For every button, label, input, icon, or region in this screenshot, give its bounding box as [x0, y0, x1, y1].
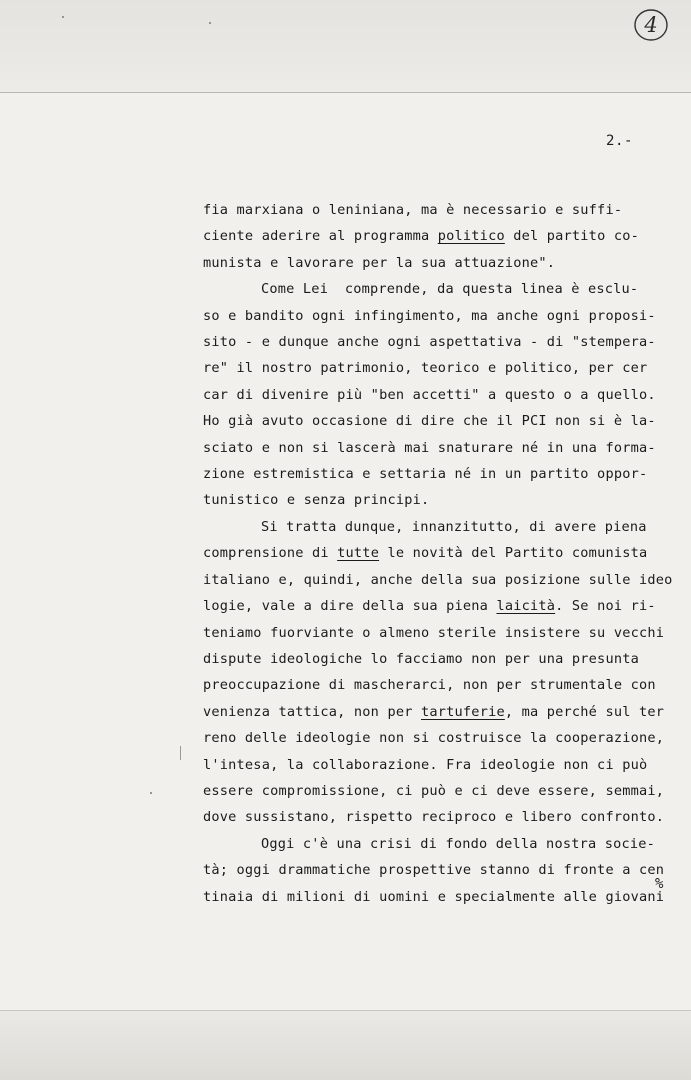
text-line — [203, 355, 673, 381]
folio-number: 4 — [644, 13, 658, 37]
text-segment: reno delle ideologie non si costruisce la cooperazione, — [203, 730, 665, 747]
text-segment: del partito co- — [504, 228, 639, 245]
underlined-word: politico — [437, 228, 505, 245]
text-segment: so e bandito ogni infingimento, ma anche ogni proposi- — [203, 307, 656, 324]
text-segment: le novità del Partito comunista — [379, 545, 648, 562]
text-segment: venienza tattica, non per — [203, 703, 421, 720]
text-segment: comprensione di — [203, 545, 338, 562]
text-segment: italiano e, quindi, anche della sua posizione sulle ideo — [203, 571, 673, 588]
text-line — [203, 303, 673, 329]
paragraph — [203, 514, 673, 831]
text-segment: preoccupazione di mascherarci, non per strumentale con — [203, 677, 656, 694]
scan-bottom-margin — [0, 1010, 691, 1080]
text-line — [203, 620, 673, 646]
text-line — [203, 250, 673, 276]
paragraph — [203, 276, 673, 514]
scan-speck — [150, 792, 152, 794]
text-line — [203, 329, 673, 355]
text-line — [203, 804, 673, 830]
text-segment: Come Lei comprende, da questa linea è esclu- — [261, 281, 639, 298]
text-line — [203, 778, 673, 804]
text-line — [203, 725, 673, 751]
text-line — [203, 435, 673, 461]
text-segment: essere compromissione, ci può e ci deve essere, semmai, — [203, 782, 665, 799]
text-segment: re" il nostro patrimonio, teorico e politico, per cer — [203, 360, 648, 377]
text-segment: . Se noi ri- — [555, 598, 656, 615]
text-segment: tà; oggi drammatiche prospettive stanno di fronte a cen — [203, 862, 665, 879]
text-line — [203, 567, 673, 593]
scan-speck — [62, 16, 64, 18]
scan-speck — [180, 746, 181, 760]
text-line — [203, 540, 673, 566]
text-line — [203, 884, 673, 910]
text-segment: car di divenire più "ben accetti" a questo o a quello. — [203, 386, 656, 403]
paragraph — [203, 197, 673, 276]
text-segment: zione estremistica e settaria né in un partito oppor- — [203, 466, 648, 483]
text-line — [203, 699, 673, 725]
text-line — [203, 752, 673, 778]
page-number: 2.- — [606, 133, 634, 149]
underlined-word: laicità — [496, 598, 556, 615]
text-segment: l'intesa, la collaborazione. Fra ideologie non ci può — [203, 756, 648, 773]
text-segment: Si tratta dunque, innanzitutto, di avere piena — [261, 518, 647, 535]
text-segment: tinaia di milioni di uomini e specialmente alle giovani — [203, 888, 665, 905]
text-line — [203, 672, 673, 698]
text-segment: sito - e dunque anche ogni aspettativa - di "stempera- — [203, 334, 656, 351]
text-line — [203, 593, 673, 619]
text-line — [203, 276, 673, 302]
continuation-mark: % — [655, 876, 664, 892]
folio-stamp — [632, 6, 670, 44]
text-line — [203, 223, 673, 249]
text-line — [203, 408, 673, 434]
scan-speck — [209, 22, 211, 24]
text-segment: fia marxiana o leniniana, ma è necessario e suffi- — [203, 202, 623, 218]
text-segment: ciente aderire al programma — [203, 228, 438, 245]
letter-body — [203, 197, 673, 910]
paragraph — [203, 831, 673, 910]
text-line — [203, 487, 673, 513]
text-segment: Ho già avuto occasione di dire che il PCI non si è la- — [203, 413, 656, 430]
text-line — [203, 382, 673, 408]
text-line — [203, 857, 673, 883]
text-segment: sciato e non si lascerà mai snaturare né in una forma- — [203, 439, 656, 456]
underlined-word: tutte — [337, 545, 380, 562]
text-line — [203, 646, 673, 672]
scan-top-margin — [0, 0, 691, 93]
text-segment: , ma perché sul ter — [504, 703, 665, 720]
text-segment: tunistico e senza principi. — [203, 492, 430, 509]
text-line — [203, 461, 673, 487]
underlined-word: tartuferie — [421, 703, 505, 720]
text-line — [203, 197, 673, 223]
text-line — [203, 514, 673, 540]
text-segment: dispute ideologiche lo facciamo non per una presunta — [203, 650, 639, 667]
text-segment: dove sussistano, rispetto reciproco e libero confronto. — [203, 809, 665, 826]
text-segment: Oggi c'è una crisi di fondo della nostra socie- — [261, 835, 656, 852]
text-line — [203, 831, 673, 857]
text-segment: munista e lavorare per la sua attuazione". — [203, 254, 556, 271]
text-segment: teniamo fuorviante o almeno sterile insistere su vecchi — [203, 624, 665, 641]
text-segment: logie, vale a dire della sua piena — [203, 598, 497, 615]
